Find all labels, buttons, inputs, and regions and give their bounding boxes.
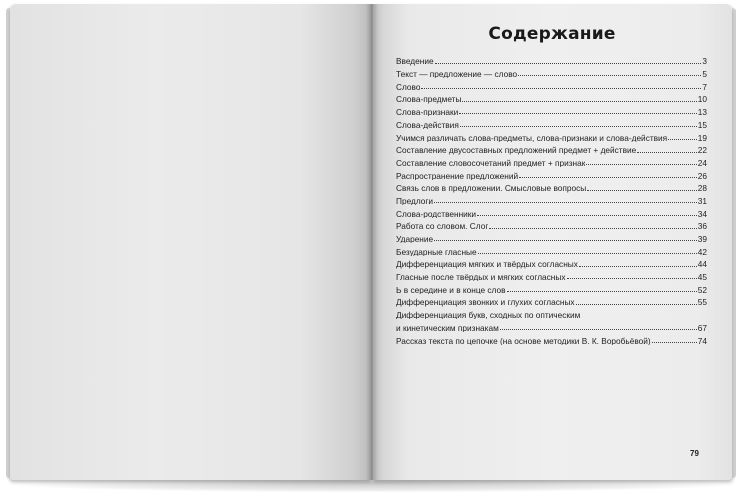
- toc-entry-title: Предлоги: [396, 196, 434, 206]
- toc-entry-title: Безударные гласные: [396, 247, 477, 256]
- page-number: 79: [690, 449, 699, 458]
- right-page-edge: [732, 8, 736, 478]
- toc-entry: [396, 243, 707, 256]
- toc-entry: [396, 205, 707, 218]
- toc-entry-title: Ь в середине и в конце слов: [396, 285, 506, 295]
- toc-leader-dots: [500, 329, 697, 330]
- toc-entry-title: Связь слов в предложении. Смысловые вопросы: [396, 184, 587, 193]
- toc-leader-dots: [586, 164, 696, 165]
- toc-entry-title: Работа со словом. Слог: [396, 222, 489, 231]
- toc-entry: [396, 332, 707, 345]
- toc-entry-title: Дифференциация звонких и глухих согласных: [396, 298, 575, 307]
- toc-entry-page: 44: [697, 259, 707, 270]
- toc-entry-page: 67: [697, 322, 707, 333]
- toc-entry-page: 45: [697, 272, 707, 283]
- toc-entry-page: 19: [697, 132, 707, 143]
- page-title: Содержание: [488, 24, 616, 44]
- toc-entry: [396, 294, 707, 307]
- toc-entry-title: Слова-родственники: [396, 209, 477, 218]
- toc-leader-dots: [576, 304, 697, 305]
- toc-leader-dots: [567, 278, 697, 279]
- toc-entry-title-continued: и кинетическим признакам: [396, 323, 499, 333]
- toc-leader-dots: [459, 113, 697, 114]
- toc-leader-dots: [587, 190, 697, 191]
- toc-entry: [396, 269, 707, 282]
- toc-leader-dots: [462, 101, 696, 102]
- toc-entry-page: 39: [697, 234, 707, 245]
- toc-leader-dots: [668, 139, 697, 140]
- toc-leader-dots: [477, 215, 697, 216]
- toc-entry-title: Введение: [396, 57, 434, 66]
- toc-entry: [396, 142, 707, 155]
- toc-entry-title: Составление словосочетаний предмет + признак: [396, 158, 586, 168]
- toc-entry: [396, 66, 707, 79]
- toc-entry-page: 5: [702, 69, 707, 80]
- toc-entry-page: 34: [697, 208, 707, 219]
- toc-entry-page: 7: [702, 81, 707, 92]
- toc-entry-page: 22: [697, 145, 707, 156]
- toc-leader-dots: [519, 177, 697, 178]
- toc-leader-dots: [434, 240, 697, 241]
- toc-entry-title: Учимся различать слова-предметы, слова-признаки и слова-действия: [396, 133, 668, 142]
- toc-entry: [396, 180, 707, 193]
- toc-entry-line1: [396, 307, 707, 320]
- toc-leader-dots: [421, 88, 701, 89]
- toc-entry: [396, 155, 707, 168]
- toc-entry: [396, 104, 707, 117]
- toc-entry-page: 28: [697, 183, 707, 194]
- toc-leader-dots: [478, 253, 697, 254]
- toc-leader-dots: [507, 291, 697, 292]
- toc-entry-title: Слова-предметы: [396, 95, 462, 104]
- toc-leader-dots: [435, 63, 702, 64]
- toc-entry: [396, 129, 707, 142]
- toc-entry: [396, 53, 707, 66]
- toc-leader-dots: [434, 202, 697, 203]
- toc-leader-dots: [652, 342, 697, 343]
- table-of-contents: [396, 53, 707, 345]
- toc-entry-title: Слова-признаки: [396, 108, 459, 117]
- toc-entry-page: 24: [697, 157, 707, 168]
- toc-entry-page: 31: [697, 195, 707, 206]
- toc-entry-title: Дифференциация букв, сходных по оптическим: [396, 311, 581, 320]
- toc-entry-page: 42: [697, 246, 707, 257]
- toc-entry-title: Гласные после твёрдых и мягких согласных: [396, 273, 566, 282]
- toc-entry-title: Ударение: [396, 235, 434, 244]
- toc-entry: [396, 231, 707, 244]
- toc-entry-page: 10: [697, 94, 707, 105]
- toc-entry-page: 74: [697, 335, 707, 346]
- toc-entry: [396, 78, 707, 91]
- toc-entry-title: Распространение предложений: [396, 171, 519, 180]
- toc-entry-line2: [396, 319, 707, 332]
- toc-entry-page: 3: [702, 56, 707, 67]
- toc-entry-page: 13: [697, 107, 707, 118]
- toc-entry-title: Слово: [396, 82, 421, 92]
- toc-entry-title: Составление двусоставных предложений предмет + действие: [396, 146, 637, 155]
- toc-entry: [396, 167, 707, 180]
- toc-entry-title: Дифференциация мягких и твёрдых согласных: [396, 260, 578, 269]
- toc-leader-dots: [637, 152, 696, 153]
- toc-entry-title: Текст — предложение — слово: [396, 70, 518, 79]
- toc-entry: [396, 256, 707, 269]
- toc-leader-dots: [489, 228, 696, 229]
- toc-entry: [396, 218, 707, 231]
- toc-entry-page: 52: [697, 284, 707, 295]
- toc-entry-title: Слова-действия: [396, 120, 459, 130]
- toc-entry-page: 26: [697, 170, 707, 181]
- toc-leader-dots: [460, 126, 697, 127]
- toc-entry-page: 15: [697, 119, 707, 130]
- book-spine: [366, 4, 378, 480]
- toc-entry: [396, 193, 707, 206]
- toc-leader-dots: [579, 266, 697, 267]
- toc-entry-page: 36: [697, 221, 707, 232]
- toc-entry-title: Рассказ текста по цепочке (на основе методики В. К. Воробьёвой): [396, 336, 651, 345]
- toc-entry: [396, 281, 707, 294]
- toc-leader-dots: [518, 75, 701, 76]
- toc-entry-page: 55: [697, 297, 707, 308]
- toc-entry: [396, 91, 707, 104]
- left-page: [10, 4, 372, 480]
- toc-entry: [396, 116, 707, 129]
